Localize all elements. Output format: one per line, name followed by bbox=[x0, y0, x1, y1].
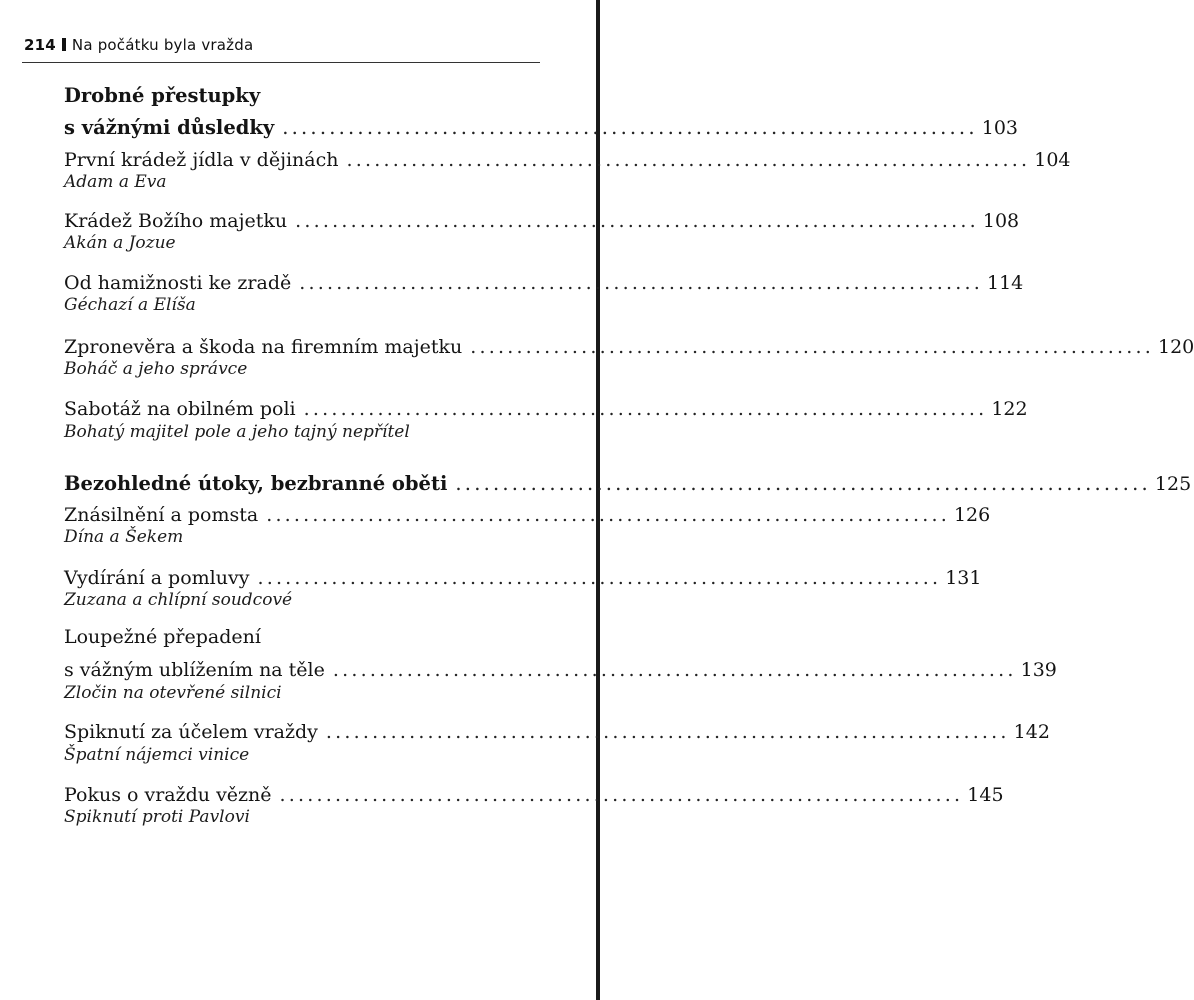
toc-entry: s vážným ublížením na těle .......................................................................... 139 bbox=[64, 659, 1057, 681]
toc-entry-subtitle: Zločin na otevřené silnici bbox=[64, 683, 282, 703]
section-heading: Drobné přestupky bbox=[64, 84, 261, 107]
book-title: Na počátku byla vražda bbox=[71, 36, 254, 54]
section-page: 103 bbox=[981, 117, 1018, 139]
toc-entry: Krádež Božího majetku .......................................................................... 108 bbox=[64, 210, 1020, 232]
leader-dots: .......................................................................... bbox=[455, 472, 1151, 495]
toc-entry-subtitle: Adam a Eva bbox=[64, 172, 167, 192]
leader-dots: .......................................................................... bbox=[470, 336, 1154, 358]
leader-dots: .......................................................................... bbox=[279, 784, 964, 806]
leader-dots: .......................................................................... bbox=[332, 659, 1017, 681]
section-page: 125 bbox=[1154, 473, 1192, 495]
toc-entry-subtitle: Akán a Jozue bbox=[64, 233, 176, 253]
toc-entry: První krádež jídla v dějinách .......................................................................... 104 bbox=[64, 149, 1071, 171]
toc-entry: Spiknutí za účelem vraždy .......................................................................... 142 bbox=[64, 721, 1050, 743]
running-head bbox=[24, 36, 253, 54]
toc-entry-subtitle: Géchazí a Elíša bbox=[64, 295, 196, 315]
toc-entry: Vydírání a pomluvy .......................................................................... 131 bbox=[64, 567, 982, 589]
toc-entry-subtitle: Bohatý majitel pole a jeho tajný nepřítel bbox=[64, 422, 410, 442]
page-number: 214 bbox=[24, 36, 56, 54]
toc-entry: Sabotáž na obilném poli .......................................................................... 122 bbox=[64, 398, 1028, 420]
toc-entry: Znásilnění a pomsta .......................................................................... 126 bbox=[64, 504, 991, 526]
section-heading-line: s vážnými důsledky .......................................................................... 103 bbox=[64, 116, 1018, 139]
toc-entry-subtitle: Zuzana a chlípní soudcové bbox=[64, 590, 293, 610]
toc-entry-subtitle: Špatní nájemci vinice bbox=[64, 745, 250, 765]
toc-entry: Od hamižnosti ke zradě .......................................................................... 114 bbox=[64, 272, 1024, 294]
leader-dots: .......................................................................... bbox=[325, 721, 1010, 743]
header-rule bbox=[22, 62, 540, 63]
toc-entry: Pokus o vraždu vězně .......................................................................... 145 bbox=[64, 784, 1004, 806]
leader-dots: .......................................................................... bbox=[282, 116, 978, 139]
toc-entry-subtitle: Spiknutí proti Pavlovi bbox=[64, 807, 250, 827]
toc-entry-line1: Loupežné přepadení bbox=[64, 626, 261, 648]
leader-dots: .......................................................................... bbox=[266, 504, 950, 526]
toc-entry-subtitle: Dína a Šekem bbox=[64, 527, 184, 547]
leader-dots: .......................................................................... bbox=[257, 567, 942, 589]
leader-dots: .......................................................................... bbox=[295, 210, 979, 232]
section-heading-line: Bezohledné útoky, bezbranné oběti .......................................................................... 125 bbox=[64, 472, 1192, 495]
toc-entry-subtitle: Boháč a jeho správce bbox=[64, 359, 248, 379]
leader-dots: .......................................................................... bbox=[303, 398, 988, 420]
separator-bar bbox=[62, 38, 66, 51]
leader-dots: .......................................................................... bbox=[346, 149, 1031, 171]
toc-entry: Zpronevěra a škoda na firemním majetku .......................................................................... 120 bbox=[64, 336, 1194, 358]
leader-dots: .......................................................................... bbox=[299, 272, 983, 294]
